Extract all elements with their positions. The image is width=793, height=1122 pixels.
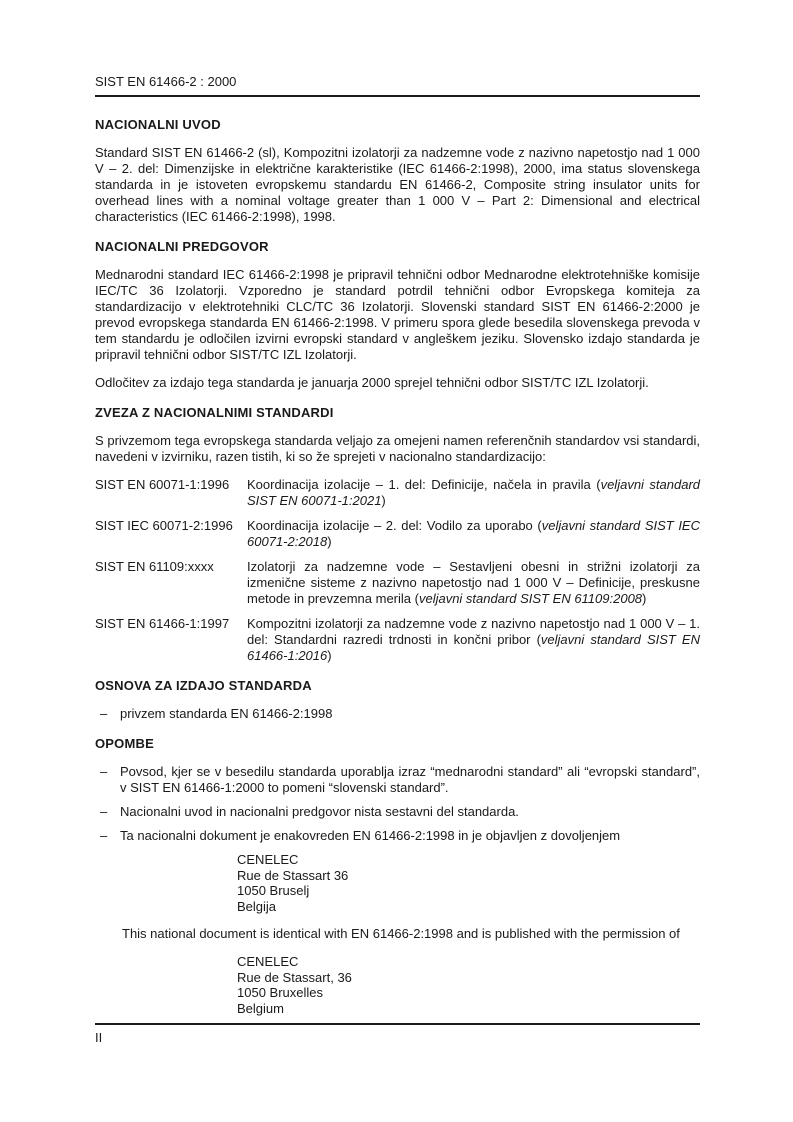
header-title: SIST EN 61466-2 : 2000 bbox=[95, 74, 237, 89]
address-line: Rue de Stassart 36 bbox=[237, 867, 349, 883]
section-heading-osnova: OSNOVA ZA IZDAJO STANDARDA bbox=[95, 678, 312, 693]
section-heading-nacionalni-predgovor: NACIONALNI PREDGOVOR bbox=[95, 239, 269, 254]
address-line: Belgija bbox=[237, 898, 277, 914]
bullet-dash: – bbox=[100, 764, 108, 779]
bullet-item bbox=[95, 764, 700, 796]
paragraph-predgovor-2: Odločitev za izdajo tega standarda je januarja 2000 sprejel tehnični odbor SIST/TC IZL Izolatorji. bbox=[95, 375, 649, 390]
reference-close-paren: ) bbox=[381, 493, 386, 508]
bullet-text: Povsod, kjer se v besedilu standarda uporablja izraz “mednarodni standard” ali “evropski standard”, v SIST EN 61466-1:2000 to pomeni “slovenski standard”. bbox=[120, 764, 700, 795]
paragraph-nacionalni-uvod: Standard SIST EN 61466-2 (sl), Kompozitni izolatorji za nadzemne vode z nazivno napetostjo nad 1 000 V – 2. del: Dimenzijske in električne karakteristike (IEC 61466-2:1998), 2000, ima status slovenskega standarda in je istoveten evropskemu standardu EN 61466-2, Composite string insulator units for overhead lines with a nominal voltage greater than 1 000 V – Part 2: Dimensional and electrical characteristics (IEC 61466-2:1998), 1998. bbox=[95, 145, 700, 224]
bullet-item bbox=[95, 706, 700, 722]
bullet-text: privzem standarda EN 61466-2:1998 bbox=[120, 706, 333, 721]
english-permission-note: This national document is identical with EN 61466-2:1998 and is published with the permission of bbox=[122, 926, 680, 941]
address-line: CENELEC bbox=[237, 852, 299, 867]
address-line: CENELEC bbox=[237, 954, 299, 969]
bullet-item bbox=[95, 828, 700, 844]
reference-description bbox=[247, 616, 700, 664]
bullet-item bbox=[95, 804, 700, 820]
reference-row bbox=[95, 559, 700, 607]
reference-id: SIST EN 60071-1:1996 bbox=[95, 477, 230, 492]
bullet-text: Ta nacionalni dokument je enakovreden EN 61466-2:1998 in je objavljen z dovoljenjem bbox=[120, 828, 621, 843]
reference-description bbox=[247, 559, 700, 607]
section-heading-opombe: OPOMBE bbox=[95, 736, 154, 751]
section-heading-nacionalni-uvod: NACIONALNI UVOD bbox=[95, 117, 221, 132]
reference-valid-standard: veljavni standard SIST IEC 60071-2:2018 bbox=[247, 518, 700, 549]
reference-text: Izolatorji za nadzemne vode – Sestavljeni obesni in strižni izolatorji za izmenične sisteme z nazivno napetostjo nad 1 000 V – Definicije, preskusne metode in prevzemna merila ( bbox=[247, 559, 700, 606]
page-number: II bbox=[95, 1030, 103, 1045]
address-line: 1050 Bruxelles bbox=[237, 985, 323, 1000]
reference-id: SIST EN 61109:xxxx bbox=[95, 559, 214, 574]
reference-row bbox=[95, 518, 700, 550]
section-heading-zveza: ZVEZA Z NACIONALNIMI STANDARDI bbox=[95, 405, 334, 420]
bullet-text: Nacionalni uvod in nacionalni predgovor nista sestavni del standarda. bbox=[120, 804, 519, 819]
bullet-dash: – bbox=[100, 828, 108, 843]
reference-description bbox=[247, 477, 700, 509]
reference-text: Koordinacija izolacije – 2. del: Vodilo za uporabo ( bbox=[247, 518, 542, 533]
reference-row bbox=[95, 477, 700, 509]
bullet-dash: – bbox=[100, 706, 108, 721]
reference-text: Kompozitni izolatorji za nadzemne vode z nazivno napetostjo nad 1 000 V – 1. del: Standardni razredi trdnosti in končni pribor ( bbox=[247, 616, 700, 647]
reference-close-paren: ) bbox=[327, 534, 332, 549]
reference-valid-standard: veljavni standard SIST EN 61466-1:2016 bbox=[247, 632, 700, 663]
address-block-cenelec-sl bbox=[237, 852, 700, 914]
reference-id: SIST IEC 60071-2:1996 bbox=[95, 518, 233, 533]
reference-id: SIST EN 61466-1:1997 bbox=[95, 616, 230, 631]
address-line: 1050 Bruselj bbox=[237, 883, 310, 898]
reference-text: Koordinacija izolacije – 1. del: Definicije, načela in pravila ( bbox=[247, 477, 601, 492]
reference-description bbox=[247, 518, 700, 550]
page-footer bbox=[95, 1023, 700, 1046]
address-line: Rue de Stassart, 36 bbox=[237, 969, 352, 985]
reference-close-paren: ) bbox=[327, 648, 332, 663]
reference-row bbox=[95, 616, 700, 664]
reference-close-paren: ) bbox=[642, 591, 647, 606]
page-header bbox=[95, 74, 700, 97]
paragraph-predgovor-1: Mednarodni standard IEC 61466-2:1998 je pripravil tehnični odbor Mednarodne elektrotehniške komisije IEC/TC 36 Izolatorji. Vzporedno je standard potrdil tehnični odbor Evropskega komiteja za standardizacijo v elektrotehniki CLC/TC 36 Izolatorji. Slovenski standard SIST EN 61466-2:2000 je prevod evropskega standarda EN 61466-2:1998. V primeru spora glede besedila slovenskega prevoda v tem standardu je odločilen izvirni evropski standard v angleškem jeziku. Slovensko izdajo standarda je pripravil tehnični odbor SIST/TC IZL Izolatorji. bbox=[95, 267, 700, 362]
reference-valid-standard: veljavni standard SIST EN 61109:2008 bbox=[418, 591, 643, 606]
paragraph-zveza-intro: S privzemom tega evropskega standarda veljajo za omejeni namen referenčnih standardov vsi standardi, navedeni v izvirniku, razen tistih, ki so že sprejeti v nacionalno standardizacijo: bbox=[95, 433, 700, 464]
address-line: Belgium bbox=[237, 1000, 284, 1016]
bullet-dash: – bbox=[100, 804, 108, 819]
reference-valid-standard: veljavni standard SIST EN 60071-1:2021 bbox=[247, 477, 701, 508]
reference-list bbox=[95, 477, 700, 664]
address-block-cenelec-en bbox=[237, 954, 700, 1016]
